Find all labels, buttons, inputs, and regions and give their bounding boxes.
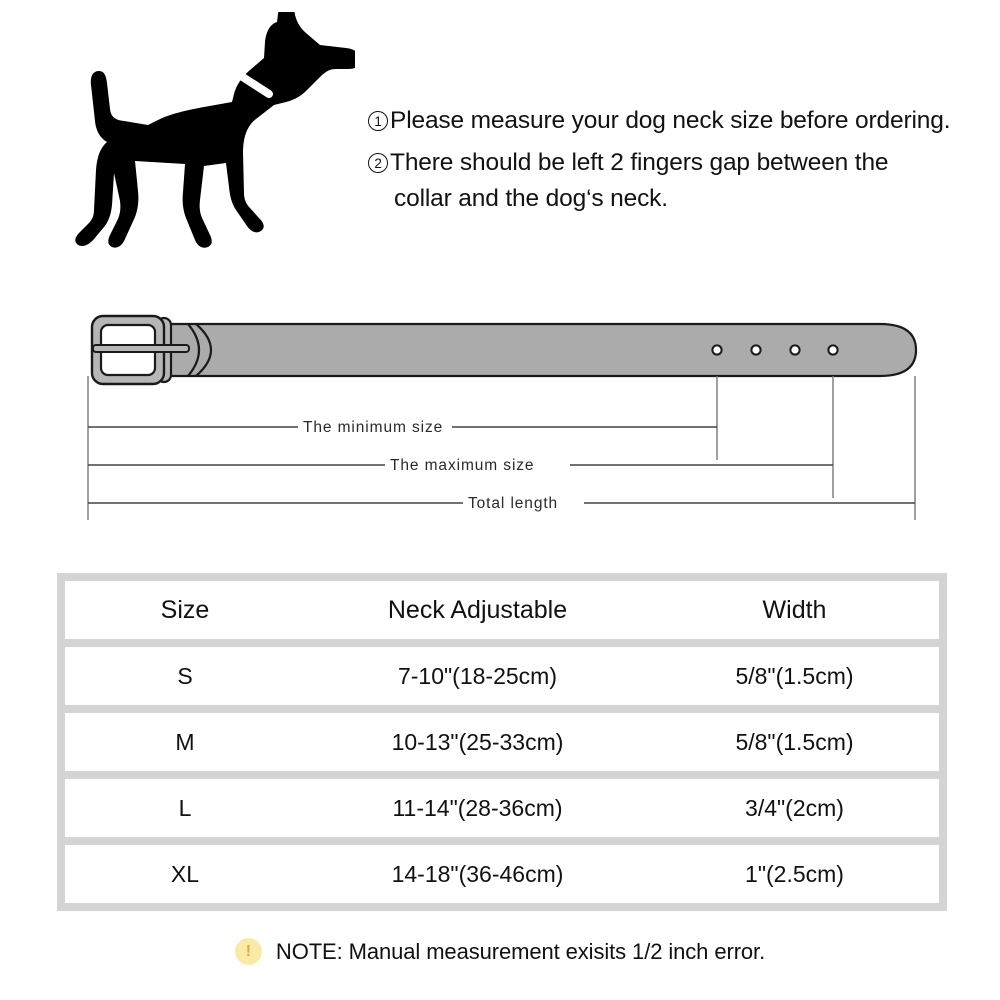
cell-size: L	[178, 794, 192, 821]
dog-silhouette	[55, 12, 355, 274]
table-row	[65, 779, 939, 837]
dimension-label-total: Total length	[468, 495, 559, 512]
dimension-label-maximum: The maximum size	[390, 457, 535, 474]
cell-size: XL	[170, 860, 200, 887]
cell-neck: 11-14"(28-36cm)	[392, 794, 563, 821]
instruction-text-2-continued: collar and the dog‘s neck.	[394, 185, 668, 212]
note-text: NOTE: Manual measurement exisits 1/2 inch error.	[275, 938, 766, 964]
column-header-size: Size	[160, 595, 210, 624]
collar-hole-3	[790, 345, 799, 354]
dimension-minimum-size	[88, 419, 717, 436]
collar-hole-2	[751, 345, 760, 354]
cell-width: 1"(2.5cm)	[745, 860, 844, 887]
table-row	[65, 713, 939, 771]
collar-hole-4	[828, 345, 837, 354]
column-header-width: Width	[762, 595, 827, 624]
instruction-marker-2: 2	[368, 153, 388, 173]
column-header-neck: Neck Adjustable	[387, 595, 568, 624]
cell-width: 3/4"(2cm)	[745, 794, 844, 821]
size-table	[57, 573, 947, 911]
cell-width: 5/8"(1.5cm)	[735, 728, 854, 755]
instruction-item-1	[368, 103, 968, 139]
dimension-total-length	[88, 495, 915, 512]
cell-width: 5/8"(1.5cm)	[735, 662, 854, 689]
dimension-label-minimum: The minimum size	[303, 419, 444, 436]
table-row	[65, 845, 939, 903]
collar-strap	[150, 324, 916, 376]
table-row	[65, 647, 939, 705]
cell-neck: 10-13"(25-33cm)	[391, 728, 564, 755]
collar-hole-1	[712, 345, 721, 354]
note-bar	[0, 938, 1000, 965]
cell-size: M	[175, 728, 195, 755]
exclamation-icon: !	[235, 938, 262, 965]
buckle-prong	[93, 345, 189, 352]
instruction-text-1: Please measure your dog neck size before ordering.	[390, 107, 951, 134]
cell-neck: 7-10"(18-25cm)	[397, 662, 557, 689]
collar-diagram	[0, 280, 1000, 540]
instructions-block	[368, 103, 968, 216]
instruction-item-2	[368, 145, 968, 181]
table-header-row	[65, 581, 939, 639]
cell-size: S	[177, 662, 193, 689]
instruction-text-2: There should be left 2 fingers gap between the	[390, 149, 889, 176]
dimension-maximum-size	[88, 457, 833, 474]
cell-neck: 14-18"(36-46cm)	[391, 860, 564, 887]
instruction-marker-1: 1	[368, 111, 388, 131]
